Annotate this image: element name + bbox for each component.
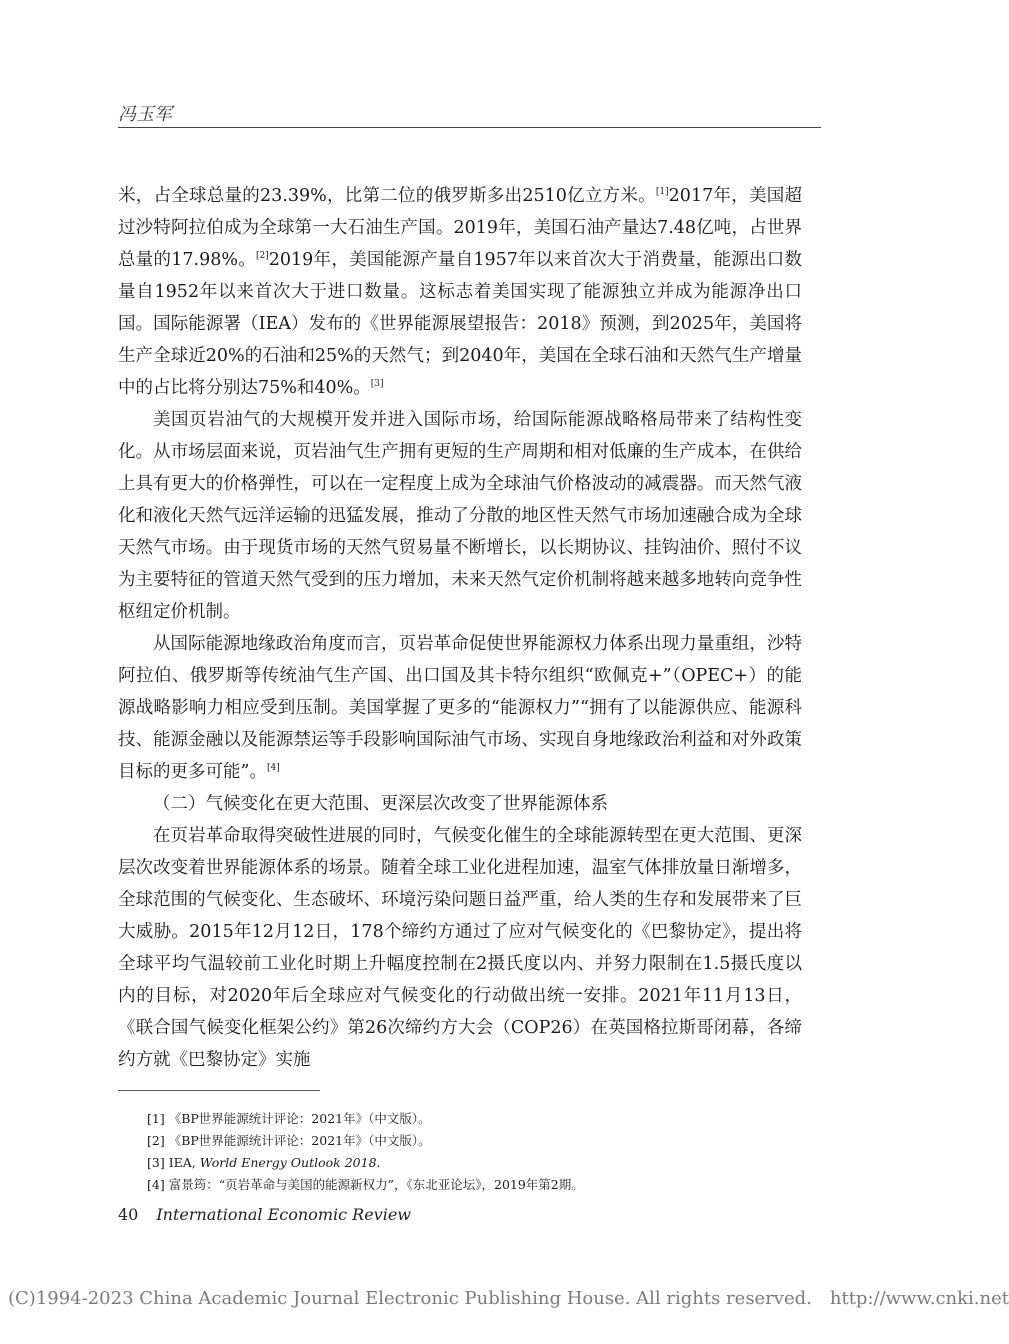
paragraph-4: [118, 820, 802, 1076]
copyright-url[interactable]: http://www.cnki.net: [829, 1288, 1009, 1309]
footnotes: [147, 1108, 807, 1196]
footnote-4: [147, 1174, 807, 1196]
running-header-author: 冯玉军: [118, 104, 172, 125]
paragraph-1-text-c: 2019年，美国能源产量自1957年以来首次大于消费量，能源出口数量自1952年以来首次大于进口数量。这标志着美国实现了能源独立并成为能源净出口国。国际能源署（IEA）发布的《世界能源展望报告：2018》预测，到2025年，美国将生产全球近20%的石油和25%的天然气；到2040年，美国在全球石油和天然气生产增量中的占比将分别达75%和40%。: [118, 250, 802, 398]
footnote-divider: [118, 1090, 320, 1091]
page-number: 40: [118, 1205, 139, 1224]
footnote-4-text: 富景筠：“页岩革命与美国的能源新权力”，《东北亚论坛》，2019年第2期。: [168, 1177, 584, 1192]
paragraph-1-text-b: 2017年，美国超过沙特阿拉伯成为全球第一大石油生产国。2019年，美国石油产量达7.48亿吨，占世界总量的17.98%。: [118, 186, 802, 270]
footnote-1-text: 《BP世界能源统计评论：2021年》（中文版）。: [168, 1111, 431, 1126]
footnote-2: [147, 1130, 807, 1152]
header-divider: [118, 127, 821, 128]
footnote-3-tail: .: [376, 1155, 381, 1170]
paragraph-3-text: 从国际能源地缘政治角度而言，页岩革命促使世界能源权力体系出现力量重组，沙特阿拉伯、俄罗斯等传统油气生产国、出口国及其卡特尔组织“欧佩克+”（OPEC+）的能源战略影响力相应受到压制。美国掌握了更多的“能源权力”“拥有了以能源供应、能源科技、能源金融以及能源禁运等手段影响国际油气市场、实现自身地缘政治利益和对外政策目标的更多可能”。: [118, 634, 802, 782]
body-text: [118, 180, 802, 1076]
footnote-3-num: [3]: [147, 1155, 165, 1170]
paragraph-4-text: 在页岩革命取得突破性进展的同时，气候变化催生的全球能源转型在更大范围、更深层次改变着世界能源体系的场景。随着全球工业化进程加速，温室气体排放量日渐增多，全球范围的气候变化、生态破坏、环境污染问题日益严重，给人类的生存和发展带来了巨大威胁。2015年12月12日，178个缔约方通过了应对气候变化的《巴黎协定》，提出将全球平均气温较前工业化时期上升幅度控制在2摄氏度以内、并努力限制在1.5摄氏度以内的目标，对2020年后全球应对气候变化的行动做出统一安排。2021年11月13日，《联合国气候变化框架公约》第26次缔约方大会（COP26）在英国格拉斯哥闭幕，各缔约方就《巴黎协定》实施: [118, 826, 802, 1070]
paragraph-1: [118, 180, 802, 404]
footnote-2-num: [2]: [147, 1133, 165, 1148]
paragraph-2-text: 美国页岩油气的大规模开发并进入国际市场，给国际能源战略格局带来了结构性变化。从市场层面来说，页岩油气生产拥有更短的生产周期和相对低廉的生产成本，在供给上具有更大的价格弹性，可以在一定程度上成为全球油气价格波动的减震器。而天然气液化和液化天然气远洋运输的迅猛发展，推动了分散的地区性天然气市场加速融合成为全球天然气市场。由于现货市场的天然气贸易量不断增长，以长期协议、挂钩油价、照付不议为主要特征的管道天然气受到的压力增加，未来天然气定价机制将越来越多地转向竞争性枢纽定价机制。: [118, 410, 802, 622]
paragraph-2: [118, 404, 802, 628]
section-heading: （二）气候变化在更大范围、更深层次改变了世界能源体系: [153, 794, 608, 814]
footnote-ref-1[interactable]: [1]: [655, 187, 669, 198]
footnote-2-text: 《BP世界能源统计评论：2021年》（中文版）。: [168, 1133, 431, 1148]
footnote-3: [147, 1152, 807, 1174]
footnote-3-text: IEA,: [168, 1155, 200, 1170]
footnote-ref-4[interactable]: [4]: [266, 763, 280, 774]
footnote-1-num: [1]: [147, 1111, 165, 1126]
journal-title: International Economic Review: [156, 1205, 411, 1224]
footnote-4-num: [4]: [147, 1177, 165, 1192]
copyright-text: (C)1994-2023 China Academic Journal Electronic Publishing House. All rights reserved.: [8, 1288, 812, 1309]
footnote-ref-2[interactable]: [2]: [256, 251, 269, 262]
footnote-3-title: World Energy Outlook 2018: [199, 1155, 377, 1170]
paragraph-3: [118, 628, 802, 788]
footnote-1: [147, 1108, 807, 1130]
footnote-ref-3[interactable]: [3]: [370, 379, 384, 390]
paragraph-1-text-a: 米，占全球总量的23.39%，比第二位的俄罗斯多出2510亿立方米。: [118, 186, 656, 206]
copyright-watermark: [8, 1288, 1009, 1309]
page-footer: [118, 1205, 411, 1224]
